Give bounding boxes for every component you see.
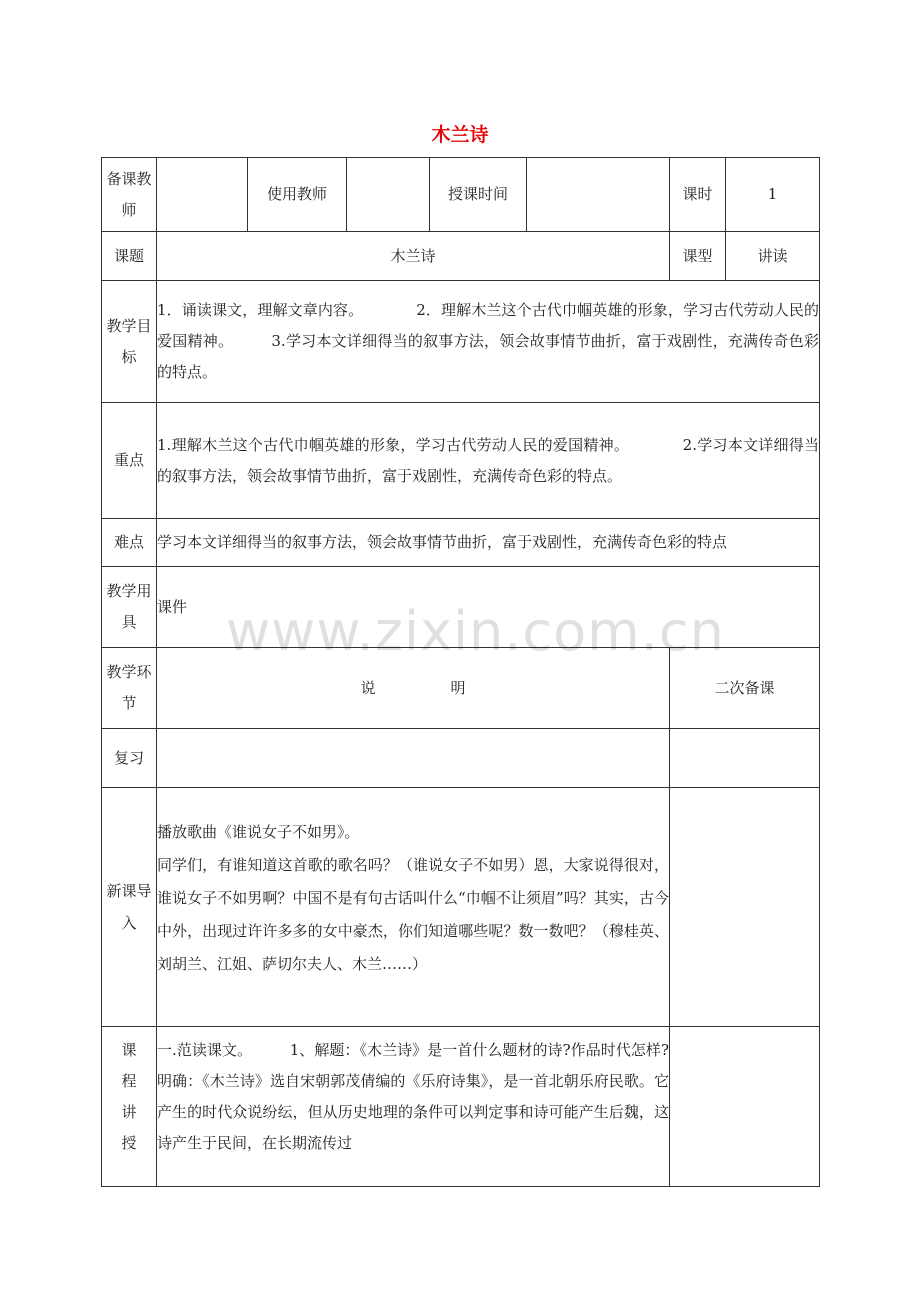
difficulties-row	[102, 519, 820, 567]
meta-row	[102, 158, 820, 232]
phase-label: 教学环节	[102, 648, 157, 729]
document-title: 木兰诗	[431, 124, 489, 146]
intro-content	[157, 788, 670, 1027]
using-teacher-label: 使用教师	[248, 158, 347, 232]
review-text	[157, 729, 670, 788]
lesson-type-label: 课型	[670, 232, 726, 281]
topic-label: 课题	[102, 232, 157, 281]
periods-value: 1	[726, 158, 820, 232]
prep-teacher-label: 备课教师	[102, 158, 157, 232]
lesson-type-value: 讲读	[726, 232, 820, 281]
goals-text: 1．诵读课文，理解文章内容。 2．理解木兰这个古代巾帼英雄的形象，学习古代劳动人民的爱国精神。 3.学习本文详细得当的叙事方法，领会故事情节曲折，富于戏剧性，充满传奇色彩的特点。	[157, 281, 820, 403]
tools-label: 教学用具	[102, 567, 157, 648]
class-time-label: 授课时间	[430, 158, 527, 232]
intro-second-prep	[670, 788, 820, 1027]
lecture-row	[102, 1027, 820, 1187]
using-teacher-value	[347, 158, 430, 232]
lecture-label	[102, 1027, 157, 1187]
intro-row	[102, 788, 820, 1027]
key-points-row	[102, 403, 820, 519]
goals-label: 教学目标	[102, 281, 157, 403]
topic-row	[102, 232, 820, 281]
phase-header-row	[102, 648, 820, 729]
topic-value: 木兰诗	[157, 232, 670, 281]
class-time-value	[527, 158, 670, 232]
intro-paragraph: 播放歌曲《谁说女子不如男》。	[157, 823, 360, 841]
key-points-label: 重点	[102, 403, 157, 519]
difficulties-text: 学习本文详细得当的叙事方法，领会故事情节曲折，富于戏剧性，充满传奇色彩的特点	[157, 519, 820, 567]
explain-header: 说 明	[157, 648, 670, 729]
lecture-label-text: 课程讲授	[121, 1041, 137, 1152]
intro-paragraph: 同学们，有谁知道这首歌的歌名吗？（谁说女子不如男）恩，大家说得很对，谁说女子不如男啊？中国不是有句古话叫什么“巾帼不让须眉”吗？其实，古今中外，出现过许许多多的女中豪杰，你们知道哪些呢？数一数吧？（穆桂英、刘胡兰、江姐、萨切尔夫人、木兰……）	[157, 856, 669, 973]
key-points-text: 1.理解木兰这个古代巾帼英雄的形象，学习古代劳动人民的爱国精神。 2.学习本文详细得当的叙事方法，领会故事情节曲折，富于戏剧性，充满传奇色彩的特点。	[157, 403, 820, 519]
intro-label: 新课导入	[102, 788, 157, 1027]
tools-text: 课件	[157, 567, 820, 648]
goals-row	[102, 281, 820, 403]
periods-label: 课时	[670, 158, 726, 232]
review-label: 复习	[102, 729, 157, 788]
second-prep-header: 二次备课	[670, 648, 820, 729]
prep-teacher-value	[157, 158, 248, 232]
review-second-prep	[670, 729, 820, 788]
tools-row	[102, 567, 820, 648]
lecture-text: 一.范读课文。 1、解题：《木兰诗》是一首什么题材的诗?作品时代怎样? 明确：《木兰诗》选自宋朝郭茂倩编的《乐府诗集》，是一首北朝乐府民歌。它产生的时代众说纷纭，但从历史地理的条件可以判定事和诗可能产生后魏，这诗产生于民间，在长期流传过	[157, 1027, 670, 1187]
watermark: www.zixin.com.cn	[226, 600, 725, 663]
lesson-plan-table	[101, 157, 820, 1187]
review-row	[102, 729, 820, 788]
difficulties-label: 难点	[102, 519, 157, 567]
